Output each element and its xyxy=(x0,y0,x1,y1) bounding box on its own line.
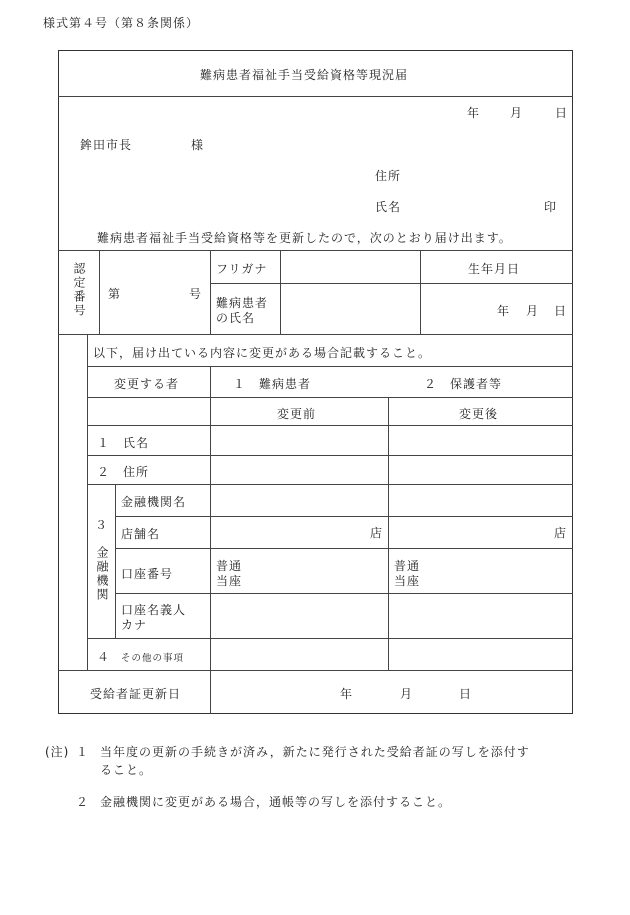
account-number-label: 口座番号 xyxy=(121,567,174,581)
divider xyxy=(210,283,573,284)
date-day: 日 xyxy=(555,106,569,120)
divider xyxy=(87,638,573,639)
branch-suffix-after: 店 xyxy=(554,526,568,540)
divider xyxy=(87,334,88,670)
account-holder-label: カナ xyxy=(121,618,148,632)
furigana-label: フリガナ xyxy=(216,262,268,276)
branch-name-label: 店舗名 xyxy=(121,527,161,541)
account-holder-label: 口座名義人 xyxy=(121,603,187,617)
note-1-text: 当年度の更新の手続きが済み，新たに発行された受給者証の写しを添付す xyxy=(100,745,530,759)
divider xyxy=(87,366,573,367)
form-title: 難病患者福祉手当受給資格等現況届 xyxy=(200,68,409,82)
divider xyxy=(87,397,573,398)
divider xyxy=(115,516,573,517)
divider xyxy=(58,670,573,671)
patient-name-label: 難病患者 xyxy=(216,296,269,310)
divider xyxy=(58,334,573,335)
account-type-after: 普通 xyxy=(394,559,421,573)
birth-date-label: 生年月日 xyxy=(468,262,521,276)
renewal-date-label: 受給者証更新日 xyxy=(90,687,182,701)
notes-prefix: (注) xyxy=(45,745,70,759)
seal-mark: 印 xyxy=(544,200,558,214)
before-header: 変更前 xyxy=(277,407,317,421)
divider xyxy=(87,425,573,426)
item-bank-number: ３ xyxy=(95,518,109,532)
divider xyxy=(115,484,116,638)
date-year: 年 xyxy=(467,106,481,120)
divider xyxy=(58,250,573,251)
address-label: 住所 xyxy=(375,169,402,183)
divider xyxy=(420,250,421,334)
certification-number-label: 認定番号 xyxy=(72,262,86,318)
divider xyxy=(280,250,281,334)
divider xyxy=(115,548,573,549)
bank-name-label: 金融機関名 xyxy=(121,495,187,509)
birth-month: 月 xyxy=(526,304,540,318)
renewal-year: 年 xyxy=(340,687,354,701)
patient-name-label: の氏名 xyxy=(216,311,256,325)
divider xyxy=(58,96,573,97)
divider xyxy=(115,593,573,594)
birth-year: 年 xyxy=(497,304,511,318)
divider xyxy=(210,366,211,714)
divider xyxy=(99,250,100,334)
account-type-before: 当座 xyxy=(216,574,243,588)
item-other-number: ４ xyxy=(97,650,111,664)
item-other-label: その他の事項 xyxy=(121,653,185,664)
birth-day: 日 xyxy=(554,304,568,318)
note-1-number: １ xyxy=(76,745,90,759)
after-header: 変更後 xyxy=(459,407,499,421)
account-type-after: 当座 xyxy=(394,574,421,588)
name-label: 氏名 xyxy=(375,200,402,214)
date-month: 月 xyxy=(510,106,524,120)
branch-suffix-before: 店 xyxy=(370,526,384,540)
item-address: ２ 住所 xyxy=(97,465,150,479)
divider xyxy=(87,484,573,485)
changer-option-patient: １ 難病患者 xyxy=(233,377,312,391)
renewal-day: 日 xyxy=(459,687,473,701)
form-number: 様式第４号（第８条関係） xyxy=(43,16,200,30)
item-name: １ 氏名 xyxy=(97,436,150,450)
addressee: 鉾田市長 xyxy=(80,138,133,152)
divider xyxy=(87,455,573,456)
cert-prefix: 第 xyxy=(108,287,122,301)
cert-suffix: 号 xyxy=(189,287,203,301)
change-intro: 以下，届け出ている内容に変更がある場合記載すること。 xyxy=(93,346,432,360)
note-1-text: ること。 xyxy=(100,763,153,777)
account-type-before: 普通 xyxy=(216,559,243,573)
divider xyxy=(210,250,211,334)
note-2-number: ２ xyxy=(76,795,90,809)
note-2-text: 金融機関に変更がある場合，通帳等の写しを添付すること。 xyxy=(100,795,452,809)
declaration: 難病患者福祉手当受給資格等を更新したので，次のとおり届け出ます。 xyxy=(97,231,512,245)
changer-label: 変更する者 xyxy=(114,377,180,391)
item-bank-label: 金融機関 xyxy=(95,546,109,602)
addressee-suffix: 様 xyxy=(191,138,205,152)
divider xyxy=(388,397,389,670)
renewal-month: 月 xyxy=(400,687,414,701)
changer-option-guardian: ２ 保護者等 xyxy=(424,377,503,391)
